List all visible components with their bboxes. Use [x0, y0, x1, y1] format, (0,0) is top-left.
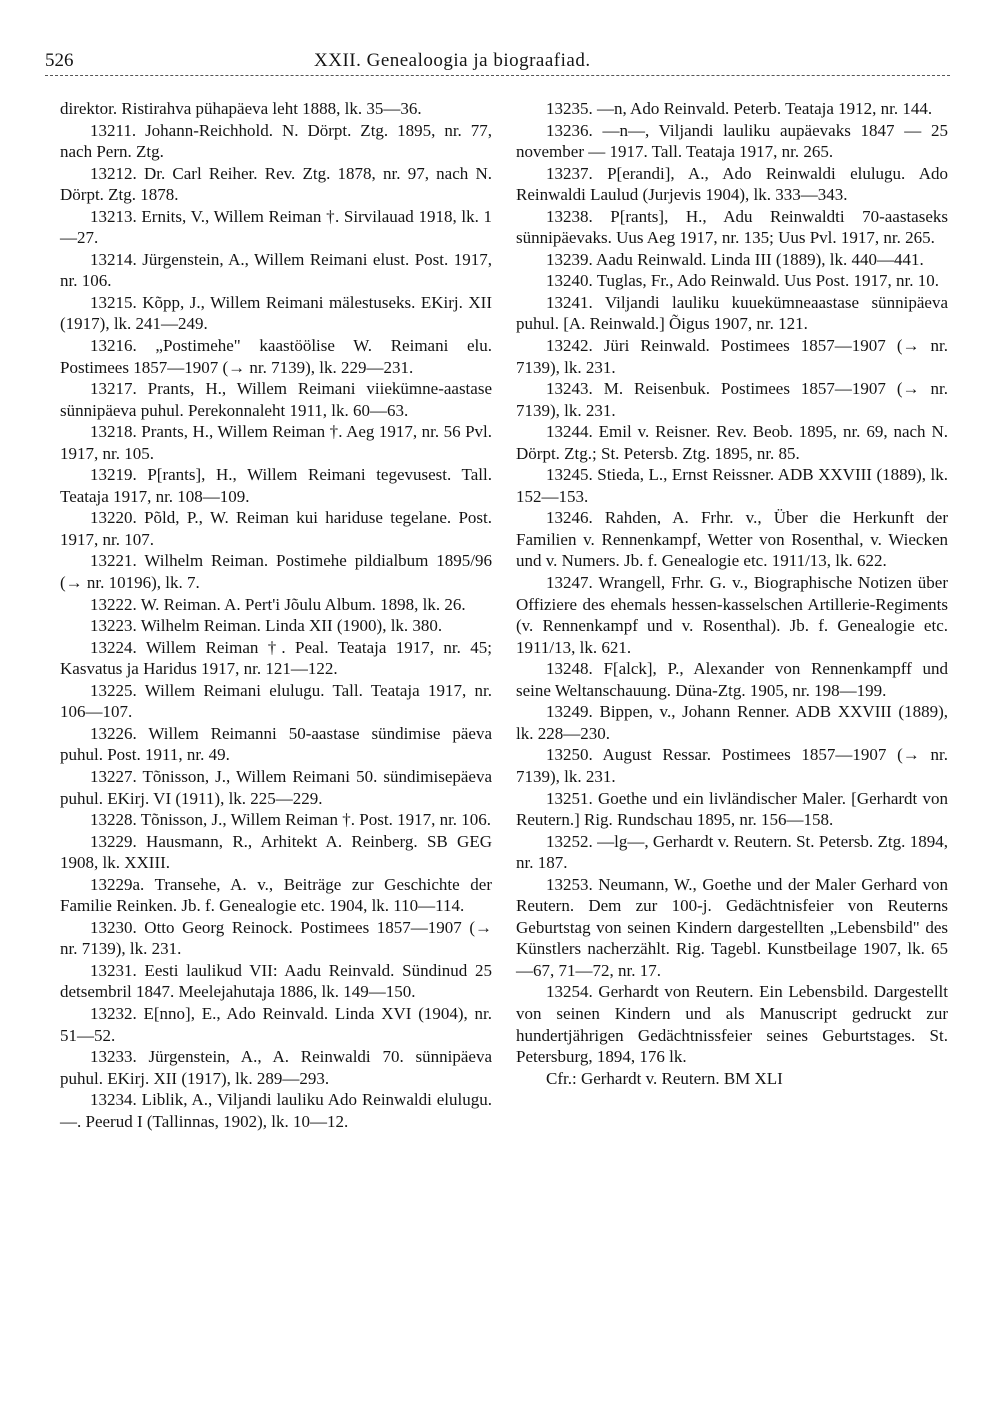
bibliography-entry: 13218. Prants, H., Willem Reiman †. Aeg 1917, nr. 56 Pvl. 1917, nr. 105. [60, 422, 492, 463]
bibliography-entry: 13227. Tõnisson, J., Willem Reimani 50. sündimisepäeva puhul. EKirj. VI (1911), lk. 225—229. [60, 766, 492, 808]
bibliography-entry: 13247. Wrangell, Frhr. G. v., Biographische Notizen über Offiziere des ehemals hessen-kasselschen Artillerie-Regiments (v. Rennenkampf und v. Rosenthal). Jb. f. Genealogie etc. 1911/13, lk. 621. [516, 573, 948, 657]
bibliography-entry: 13244. Emil v. Reisner. Rev. Beob. 1895, nr. 69, nach N. Dörpt. Ztg.; St. Petersb. Ztg. 1895, nr. 85. [516, 422, 948, 463]
bibliography-entry: direktor. Ristirahva pühapäeva leht 1888, lk. 35—36. [60, 99, 422, 118]
bibliography-entry: 13241. Viljandi lauliku kuuekümneaastase sünnipäeva puhul. [A. Reinwald.] Õigus 1907, nr. 121. [516, 292, 948, 334]
bibliography-entry: 13229. Hausmann, R., Arhitekt A. Reinberg. SB GEG 1908, lk. XXIII. [60, 831, 492, 873]
bibliography-entry: 13245. Stieda, L., Ernst Reissner. ADB XXVIII (1889), lk. 152—153. [516, 465, 948, 506]
bibliography-entry: 13252. —lg—, Gerhardt v. Reutern. St. Petersb. Ztg. 1894, nr. 187. [516, 831, 948, 873]
bibliography-entry: 13232. E[nno], E., Ado Reinvald. Linda XVI (1904), nr. 51—52. [60, 1003, 492, 1045]
bibliography-entry: 13243. M. Reisenbuk. Postimees 1857—1907 (→ nr. 7139), lk. 231. [516, 379, 948, 420]
bibliography-entry: 13231. Eesti laulikud VII: Aadu Reinvald. Sündinud 25 detsembril 1847. Meelejahutaja 1886, lk. 149—150. [60, 960, 492, 1002]
bibliography-entry: 13217. Prants, H., Willem Reimani viiekümne-aastase sünnipäeva puhul. Perekonnaleht 1911, lk. 60—63. [60, 379, 492, 420]
left-column [60, 98, 492, 1132]
bibliography-entry: 13246. Rahden, A. Frhr. v., Über die Herkunft der Familien v. Rennenkampf, Wetter von Rosenthal, v. Wiecken und v. Numers. Jb. f. Genealogie etc. 1911/13, lk. 622. [516, 508, 948, 571]
bibliography-entry: 13254. Gerhardt von Reutern. Ein Lebensbild. Dargestellt von seinen Kindern und als Manuscript gedruckt zur hundertjährigen Gedächtnissfeier seines Geburtstages. St. Petersburg, 1894, 176 lk. [516, 982, 948, 1067]
bibliography-entry: 13213. Ernits, V., Willem Reiman †. Sirvilauad 1918, lk. 1—27. [60, 206, 492, 248]
bibliography-entry: 13248. F[alck], P., Alexander von Rennenkampff und seine Weltanschauung. Düna-Ztg. 1905, nr. 198—199. [516, 659, 948, 700]
bibliography-entry: 13225. Willem Reimani elulugu. Tall. Teataja 1917, nr. 106—107. [60, 680, 492, 722]
bibliography-entry: 13238. P[rants], H., Adu Reinwaldti 70-aastaseks sünnipäevaks. Uus Aeg 1917, nr. 135; Uus Pvl. 1917, nr. 265. [516, 206, 948, 248]
bibliography-entry: 13230. Otto Georg Reinock. Postimees 1857—1907 (→ nr. 7139), lk. 231. [60, 917, 492, 959]
bibliography-entry: 13219. P[rants], H., Willem Reimani tegevusest. Tall. Teataja 1917, nr. 108—109. [60, 465, 492, 506]
page-number: 526 [45, 50, 74, 71]
bibliography-entry: 13211. Johann-Reichhold. N. Dörpt. Ztg. 1895, nr. 77, nach Pern. Ztg. [60, 120, 492, 162]
bibliography-entry: 13223. Wilhelm Reiman. Linda XII (1900), lk. 380. [90, 616, 443, 636]
running-head: XXII. Genealoogia ja biograafiad. [314, 50, 591, 71]
bibliography-entry: 13251. Goethe und ein livländischer Maler. [Gerhardt von Reutern.] Rig. Rundschau 1895, nr. 156—158. [516, 788, 948, 830]
page-header [45, 48, 950, 74]
bibliography-entry: 13216. „Postimehe" kaastöölise W. Reimani elu. Postimees 1857—1907 (→ nr. 7139), lk. 229—231. [60, 336, 492, 377]
bibliography-entry: 13224. Willem Reiman †. Peal. Teataja 1917, nr. 45; Kasvatus ja Haridus 1917, nr. 121—122. [60, 637, 492, 679]
bibliography-entry: Cfr.: Gerhardt v. Reutern. BM XLI [546, 1068, 783, 1088]
bibliography-entry: 13233. Jürgenstein, A., A. Reinwaldi 70. sünnipäeva puhul. EKirj. XII (1917), lk. 289—293. [60, 1047, 492, 1088]
bibliography-entry: 13242. Jüri Reinwald. Postimees 1857—1907 (→ nr. 7139), lk. 231. [516, 336, 948, 377]
bibliography-entry: 13212. Dr. Carl Reiher. Rev. Ztg. 1878, nr. 97, nach N. Dörpt. Ztg. 1878. [60, 163, 492, 205]
bibliography-entry: 13234. Liblik, A., Viljandi lauliku Ado Reinwaldi elulugu. —. Peerud I (Tallinnas, 1902), lk. 10—12. [60, 1090, 492, 1131]
bibliography-entry: 13240. Tuglas, Fr., Ado Reinwald. Uus Post. 1917, nr. 10. [546, 271, 939, 291]
bibliography-entry: 13215. Kõpp, J., Willem Reimani mälestuseks. EKirj. XII (1917), lk. 241—249. [60, 292, 492, 334]
right-column [516, 98, 948, 1089]
bibliography-entry: 13250. August Ressar. Postimees 1857—1907 (→ nr. 7139), lk. 231. [516, 745, 948, 786]
bibliography-entry: 13249. Bippen, v., Johann Renner. ADB XXVIII (1889), lk. 228—230. [516, 702, 948, 743]
bibliography-entry: 13221. Wilhelm Reiman. Postimehe pildialbum 1895/96 (→ nr. 10196), lk. 7. [60, 551, 492, 593]
bibliography-entry: 13229a. Transehe, A. v., Beiträge zur Geschichte der Familie Reinken. Jb. f. Genealogie etc. 1904, lk. 110—114. [60, 874, 492, 916]
bibliography-entry: 13228. Tõnisson, J., Willem Reiman †. Post. 1917, nr. 106. [90, 810, 492, 830]
bibliography-entry: 13253. Neumann, W., Goethe und der Maler Gerhard von Reutern. Dem zur 100-j. Gedächtnisfeier von Reuterns Geburtstag von seinen Kindern dargestellten „Lebensbild" des Künstlers nacherzählt. Rig. Tagebl. Kunstbeilage 1907, lk. 65—67, 71—72, nr. 17. [516, 874, 948, 980]
bibliography-entry: 13235. —n, Ado Reinvald. Peterb. Teataja 1912, nr. 144. [546, 99, 933, 118]
bibliography-entry: 13236. —n—, Viljandi lauliku aupäevaks 1847 — 25 november — 1917. Tall. Teataja 1917, nr. 265. [516, 120, 948, 162]
bibliography-entry: 13226. Willem Reimanni 50-aastase sündimise päeva puhul. Post. 1911, nr. 49. [60, 723, 492, 765]
bibliography-entry: 13214. Jürgenstein, A., Willem Reimani elust. Post. 1917, nr. 106. [60, 249, 492, 291]
header-rule [45, 75, 950, 76]
bibliography-entry: 13239. Aadu Reinwald. Linda III (1889), lk. 440—441. [546, 249, 924, 269]
bibliography-entry: 13220. Põld, P., W. Reiman kui hariduse tegelane. Post. 1917, nr. 107. [60, 508, 492, 549]
bibliography-entry: 13237. P[erandi], A., Ado Reinwaldi elulugu. Ado Reinwaldi Laulud (Jurjevis 1904), lk. 333—343. [516, 163, 948, 205]
bibliography-entry: 13222. W. Reiman. A. Pert'i Jõulu Album. 1898, lk. 26. [90, 594, 466, 614]
